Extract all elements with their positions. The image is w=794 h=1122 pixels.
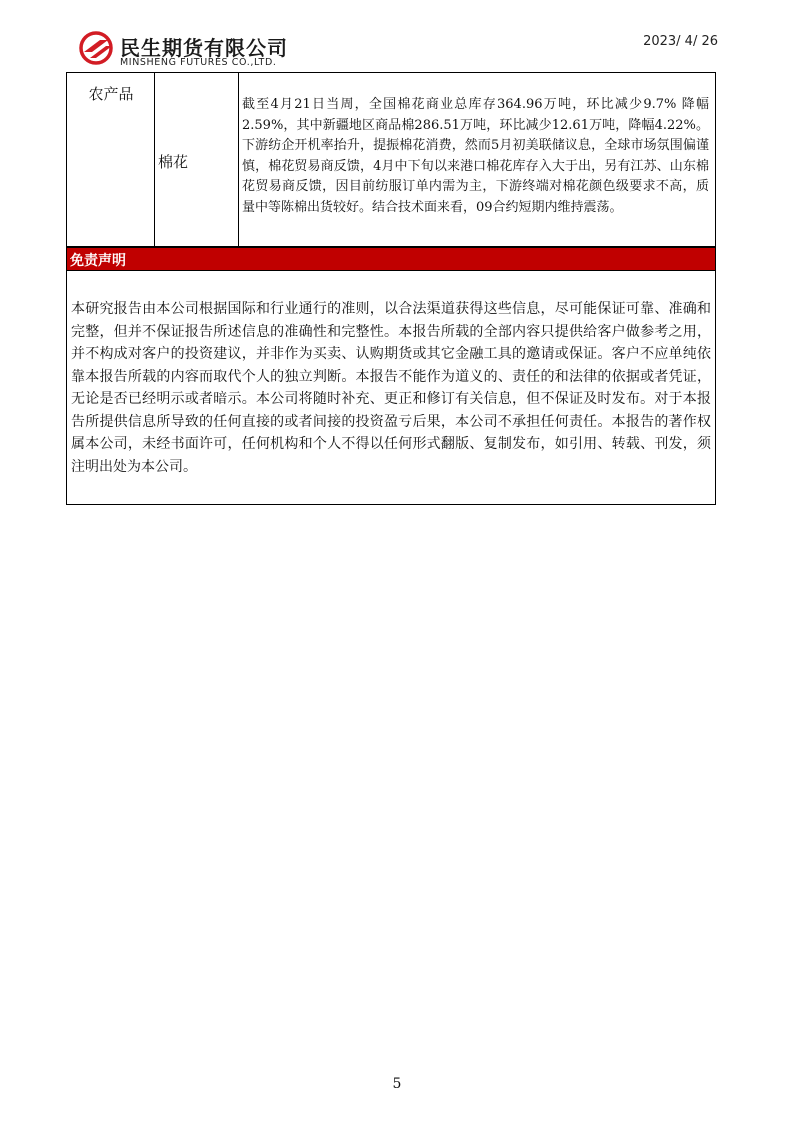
commentary-cell [239, 73, 715, 246]
report-date: 2023/ 4/ 26 [643, 34, 718, 49]
company-name-cn: 民生期货有限公司 [120, 36, 288, 60]
company-logo-icon [78, 30, 116, 66]
page-number: 5 [392, 1076, 402, 1092]
category-label: 农产品 [88, 85, 134, 103]
company-name-en: MINSHENG FUTURES CO.,LTD. [120, 57, 277, 68]
disclaimer-header [66, 247, 716, 271]
commodity-table [66, 72, 716, 247]
item-label: 棉花 [158, 153, 189, 171]
page-header [78, 26, 718, 70]
item-cell [155, 73, 239, 246]
commentary-text: 截至4月21日当周，全国棉花商业总库存364.96万吨，环比减少9.7% 降幅2.59%，其中新疆地区商品棉286.51万吨，环比减少12.61万吨，降幅4.22%。下游纺企开机率抬升，提振棉花消费，然而5月初美联储议息，全球市场氛围偏谨慎，棉花贸易商反馈，4月中下旬以来港口棉花库存入大于出，另有江苏、山东棉花贸易商反馈，因目前纺服订单内需为主，下游终端对棉花颜色级要求不高，质量中等陈棉出货较好。结合技术面来看，09合约短期内维持震荡。 [242, 97, 709, 215]
disclaimer-box [66, 271, 716, 505]
category-cell [67, 73, 155, 246]
disclaimer-title: 免责声明 [70, 253, 126, 269]
disclaimer-text: 本研究报告由本公司根据国际和行业通行的准则，以合法渠道获得这些信息，尽可能保证可靠、准确和完整，但并不保证报告所述信息的准确性和完整性。本报告所载的全部内容只提供给客户做参考之用，并不构成对客户的投资建议，并非作为买卖、认购期货或其它金融工具的邀请或保证。客户不应单纯依靠本报告所载的内容而取代个人的独立判断。本报告不能作为道义的、责任的和法律的依据或者凭证，无论是否已经明示或者暗示。本公司将随时补充、更正和修订有关信息，但不保证及时发布。对于本报告所提供信息所导致的任何直接的或者间接的投资盈亏后果，本公司不承担任何责任。本报告的著作权属本公司，未经书面许可，任何机构和个人不得以任何形式翻版、复制发布，如引用、转载、刊发，须注明出处为本公司。 [71, 301, 711, 475]
